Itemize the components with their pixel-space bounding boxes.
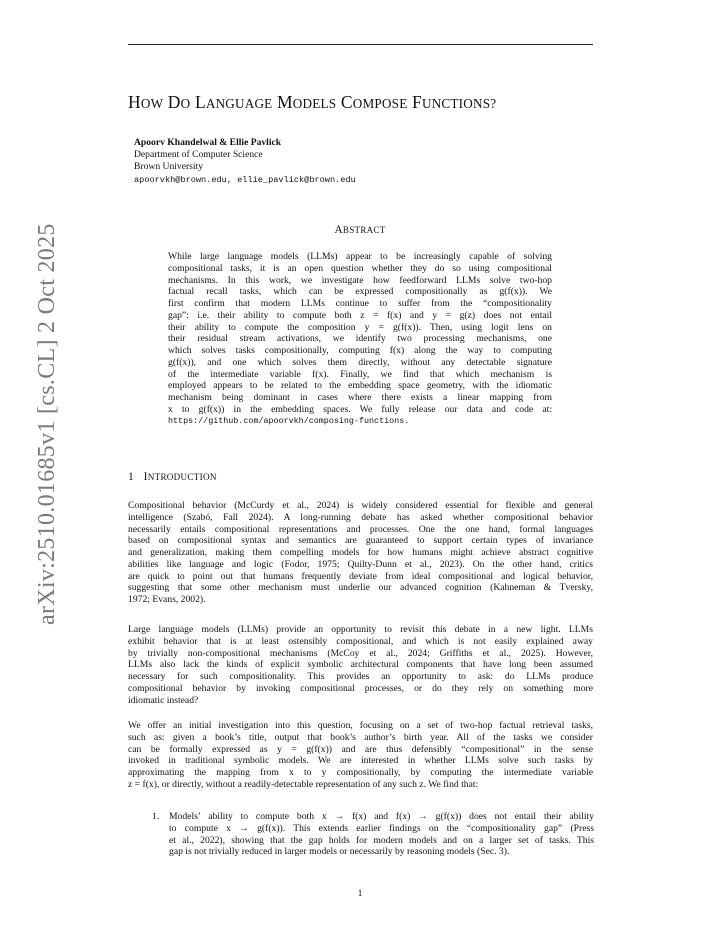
text-line: based on compositional syntax and semantics are guaranteed to support certain types of invariance [128, 535, 593, 547]
text-line: Compositional behavior (McCurdy et al., 2024) is widely considered essential for flexible and general [128, 500, 593, 511]
abstract-line: g(f(x)), and one which solves them directly, without any detectable signature [168, 356, 552, 368]
department: Department of Computer Science [134, 149, 263, 161]
abstract-line: their residual stream activations, we identify two processing mechanisms, one [168, 333, 552, 345]
text-line: Large language models (LLMs) provide an opportunity to revisit this debate in a new light. LLMs [128, 624, 593, 635]
text-line: Models’ ability to compute both x → f(x) and f(x) → g(f(x)) does not entail their ability [169, 811, 594, 822]
text-line: gap is not trivially reduced in larger models or necessarily by reasoning models (Sec. 3). [169, 846, 510, 858]
text-line: necessarily entails compositional representations and processes. One the one hand, formal languages [128, 523, 593, 535]
text-line: 1972; Evans, 2002). [128, 594, 206, 605]
text-line: z = f(x), or directly, without a readily-detectable representation of any such z. We find that: [128, 778, 479, 790]
author-block [134, 137, 356, 186]
list-number: 1. [152, 811, 160, 822]
text-line: approximating the mapping from x to y compositionally, by computing the intermediate variable [128, 767, 593, 778]
text-line: invoked in traditional symbolic models. We are interested in whether LLMs solve such tasks by [128, 755, 593, 767]
text-line: can be formally expressed as y = g(f(x)) and are thus defensibly “compositional” in the sense [128, 743, 593, 755]
abstract-line: which solves tasks compositionally, computing f(x) along the way to computing [168, 345, 552, 356]
abstract-line: compositional tasks, it is an open question whether they do so using compositional [168, 262, 552, 274]
text-line: We offer an initial investigation into this question, focusing on a set of two-hop factual retrieval tasks, [128, 720, 593, 731]
abstract-line: employed appears to be related to the embedding space geometry, with the idiomatic [168, 380, 552, 392]
abstract-line: gap”: i.e. their ability to compute both z = f(x) and y = g(z) does not entail [168, 309, 552, 321]
abstract-line: factual recall tasks, which can be expressed compositionally as g(f(x)). We [168, 286, 552, 298]
paper-title: HOW DO LANGUAGE MODELS COMPOSE FUNCTIONS? [128, 92, 497, 112]
abstract-body [168, 251, 552, 427]
list-item [169, 811, 594, 858]
page-number: 1 [357, 888, 363, 899]
top-rule [128, 44, 593, 45]
author-emails[interactable]: apoorvkh@brown.edu, ellie_pavlick@brown.edu [134, 174, 356, 185]
intro-paragraph-1 [128, 500, 593, 606]
abstract-line: mechanism being dominant in cases where there exists a linear mapping from [168, 392, 552, 403]
intro-paragraph-2 [128, 624, 593, 706]
section-heading-introduction: 1 INTRODUCTION [128, 471, 217, 483]
abstract-line: their ability to compute the composition y = g(f(x)). Then, using logit lens on [168, 321, 552, 333]
text-line: idiomatic instead? [128, 694, 199, 706]
text-line: necessary for such compositionality. This provides an opportunity to ask: do LLMs produce [128, 671, 593, 682]
text-line: are quick to point out that humans frequently deviate from ideal compositional and logical behavior, [128, 570, 593, 582]
text-line: suggesting that some other mechanism must underlie our advanced cognition (Kahneman & Tversky, [128, 582, 593, 594]
text-line: and generalization, making them compelling models for how humans might achieve abstract cognitive [128, 547, 593, 558]
abstract-line: of the intermediate variable f(x). Finally, we find that which mechanism is [168, 368, 552, 380]
arxiv-identifier[interactable]: arXiv:2510.01685v1 [cs.CL] 2 Oct 2025 [34, 223, 60, 625]
abstract-line: While large language models (LLMs) appear to be increasingly capable of solving [168, 251, 552, 262]
abstract-heading: ABSTRACT [334, 224, 386, 236]
text-line: such as: given a book’s title, output that book’s author’s birth year. All of the tasks we consider [128, 731, 593, 743]
university: Brown University [134, 161, 204, 173]
code-link[interactable]: https://github.com/apoorvkh/composing-functions. [168, 415, 410, 426]
text-line: exhibit behavior that is at least ostensibly compositional, and which is not easily explained away [128, 635, 593, 647]
author-names: Apoorv Khandelwal & Ellie Pavlick [134, 137, 282, 148]
abstract-line: first confirm that modern LLMs continue to suffer from the “compositionality [168, 298, 552, 309]
text-line: by trivially non-compositional mechanisms (McCoy et al., 2024; Griffiths et al., 2025). However, [128, 647, 593, 659]
text-line: LLMs also lack the kinds of explicit symbolic architectural components that have long been assumed [128, 659, 593, 671]
intro-paragraph-3 [128, 720, 593, 791]
abstract-line: mechanisms. In this work, we investigate how feedforward LLMs solve two-hop [168, 274, 552, 286]
text-line: abilities like language and logic (Fodor, 1975; Quilty-Dunn et al., 2023). On the other hand, critics [128, 558, 593, 570]
text-line: compositional behavior by invoking compositional processes, or do they rely on something more [128, 682, 593, 694]
text-line: to compute x → g(f(x)). This extends earlier findings on the “compositionality gap” (Press [169, 822, 594, 834]
abstract-line: x to g(f(x)) in the embedding spaces. We fully release our data and code at: [168, 403, 552, 415]
text-line: et al., 2022), showing that the gap holds for modern models and on a larger set of tasks. This [169, 834, 594, 846]
text-line: intelligence (Szabó, Fall 2024). A long-running debate has asked whether compositional behavior [128, 511, 593, 523]
